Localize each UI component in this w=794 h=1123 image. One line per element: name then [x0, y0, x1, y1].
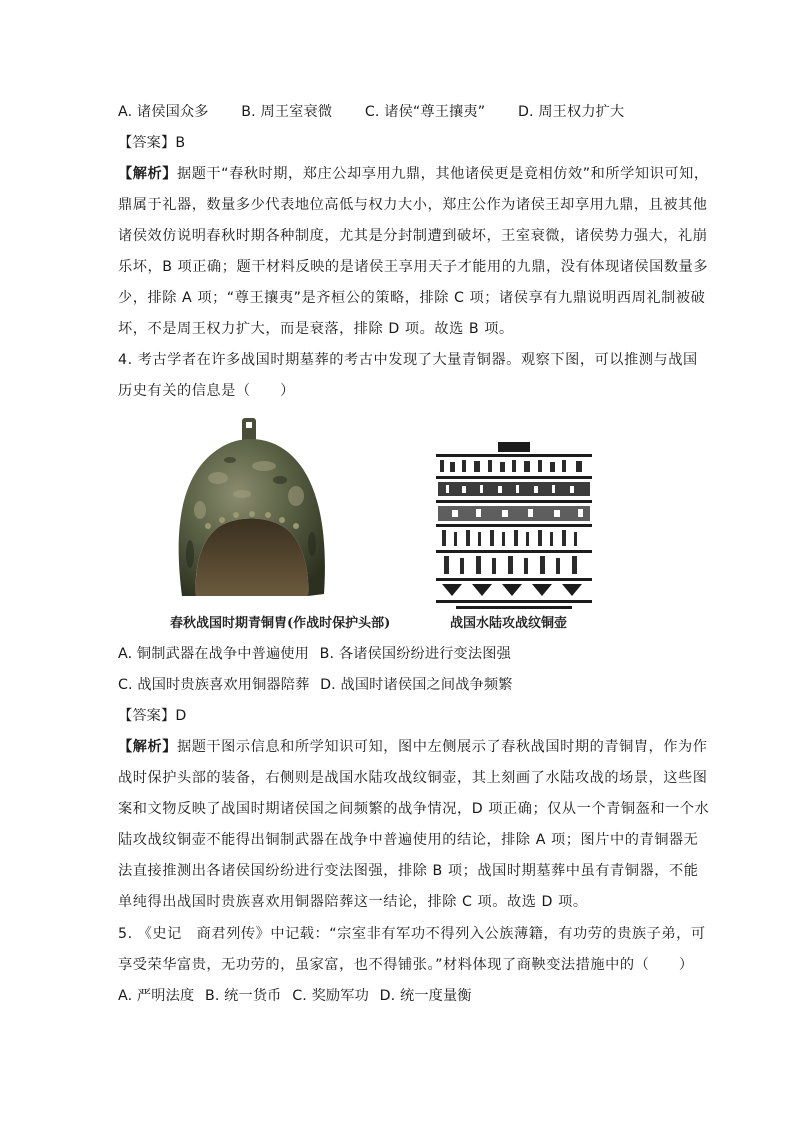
q4-option-d[interactable]: D. 战国时诸侯国之间战争频繁	[320, 677, 513, 693]
q5-option-a[interactable]: A. 严明法度	[118, 988, 195, 1004]
q4-analysis-line-5: 法直接推测出各诸侯国纷纷进行变法图强，排除 B 项；战国时期墓葬中虽有青铜器，不能	[118, 863, 699, 879]
q3-answer: 【答案】B	[118, 135, 186, 151]
q4-analysis-line-4: 陆攻战纹铜壶不能得出铜制武器在战争中普遍使用的结论，排除 A 项；图片中的青铜器无	[118, 832, 699, 848]
q4-option-b[interactable]: B. 各诸侯国纷纷进行变法图强	[319, 646, 511, 662]
q3-analysis-line-1: 【解析】据题干“春秋时期，郑庄公却享用九鼎，其他诸侯更是竟相仿效”和所学知识可知，	[118, 166, 709, 182]
q4-options-row-1	[118, 644, 688, 664]
q5-option-d[interactable]: D. 统一度量衡	[379, 988, 472, 1004]
q5-stem-line-1: 5. 《史记 商君列传》中记载：“宗室非有军功不得列入公族薄籍，有功劳的贵族子弟，可	[118, 926, 706, 942]
right-image-caption: 战国水陆攻战纹铜壶	[450, 616, 568, 631]
q4-option-a[interactable]: A. 铜制武器在战争中普遍使用	[118, 646, 309, 662]
left-image-caption: 春秋战国时期青铜胄(作战时保护头部)	[170, 616, 391, 631]
q4-stem-line-1: 4. 考古学者在许多战国时期墓葬的考古中发现了大量青铜器。观察下图，可以推测与战国	[118, 352, 698, 368]
q4-option-c[interactable]: C. 战国时贵族喜欢用铜器陪葬	[118, 677, 310, 693]
q3-analysis-line-6: 坏，不是周王权力扩大，而是衰落，排除 D 项。故选 B 项。	[118, 321, 514, 337]
q4-analysis-line-3: 案和文物反映了战国时期诸侯国之间频繁的战争情况，D 项正确；仅从一个青铜盔和一个水	[118, 801, 710, 817]
q3-option-c[interactable]: C. 诸侯“尊王攘夷”	[364, 104, 486, 120]
bronze-helmet-image	[168, 414, 336, 610]
q4-answer: 【答案】D	[118, 708, 187, 724]
q3-option-d[interactable]: D. 周王权力扩大	[517, 104, 625, 120]
q3-analysis-line-3: 诸侯效仿说明春秋时期各种制度，尤其是分封制遭到破坏，王室衰微，诸侯势力强大，礼崩	[118, 228, 708, 244]
q4-analysis-line-1: 【解析】据题干图示信息和所学知识可知，图中左侧展示了春秋战国时期的青铜胄，作为作	[118, 739, 708, 755]
q3-option-b[interactable]: B. 周王室衰微	[241, 104, 333, 120]
q3-options	[118, 102, 688, 122]
q4-analysis-line-6: 单纯得出战国时贵族喜欢用铜器陪葬这一结论，排除 C 项。故选 D 项。	[118, 894, 588, 910]
q4-analysis-label: 【解析】	[118, 739, 177, 755]
q5-options	[118, 986, 688, 1006]
q5-option-c[interactable]: C. 奖励军功	[292, 988, 369, 1004]
q3-analysis-label: 【解析】	[118, 166, 177, 182]
q3-analysis-line-2: 鼎属于礼器，数量多少代表地位高低与权力大小，郑庄公作为诸侯王却享用九鼎，且被其他	[118, 197, 708, 213]
q4-options-row-2	[118, 675, 688, 695]
q3-option-a[interactable]: A. 诸侯国众多	[118, 104, 209, 120]
q5-stem-line-2: 享受荣华富贵，无功劳的，虽家富，也不得铺张。”材料体现了商鞅变法措施中的（ ）	[118, 957, 694, 973]
q4-stem-line-2: 历史有关的信息是（ ）	[118, 383, 295, 399]
q3-analysis-line-4: 乐坏，B 项正确；题干材料反映的是诸侯王享用天子才能用的九鼎，没有体现诸侯国数量多	[118, 259, 709, 275]
q5-option-b[interactable]: B. 统一货币	[204, 988, 282, 1004]
q3-analysis-line-5: 少，排除 A 项；“尊王攘夷”是齐桓公的策略，排除 C 项；诸侯享有九鼎说明西周礼制被破	[118, 290, 706, 306]
bronze-pot-pattern-image	[432, 440, 596, 612]
q4-analysis-line-2: 战时保护头部的装备，右侧则是战国水陆攻战纹铜壶，其上刻画了水陆攻战的场景，这些图	[118, 770, 708, 786]
